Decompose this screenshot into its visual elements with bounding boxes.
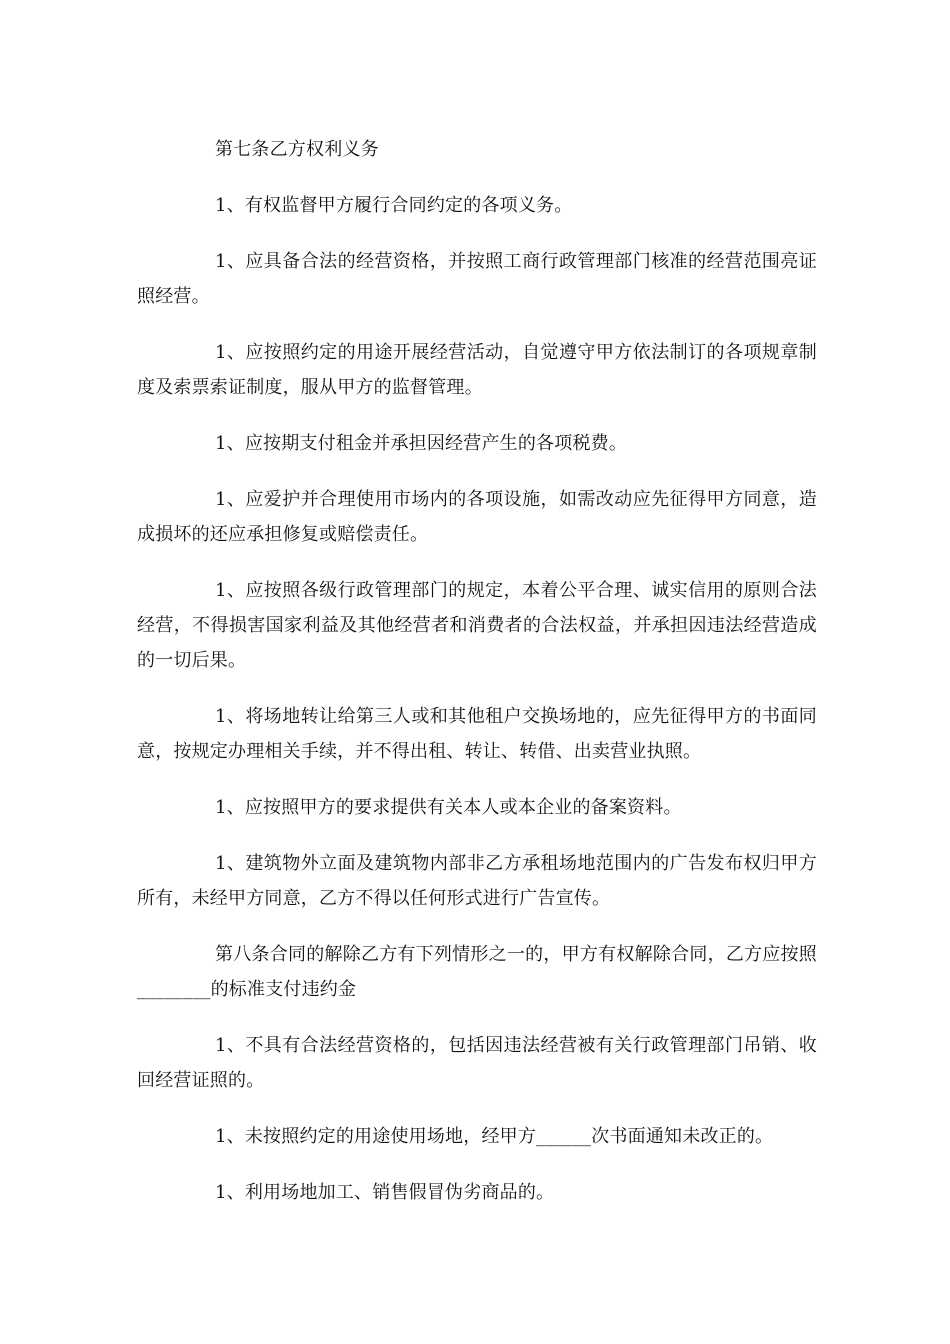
clause-paragraph: 1、应按照约定的用途开展经营活动，自觉遵守甲方依法制订的各项规章制度及索票索证制度，服从甲方的监督管理。 bbox=[137, 342, 817, 398]
clause-paragraph: 1、应爱护并合理使用市场内的各项设施，如需改动应先征得甲方同意，造成损坏的还应承担修复或赔偿责任。 bbox=[137, 489, 817, 545]
clause-paragraph: 1、应按期支付租金并承担因经营产生的各项税费。 bbox=[215, 433, 628, 454]
clause-paragraph: 1、将场地转让给第三人或和其他租户交换场地的，应先征得甲方的书面同意，按规定办理相关手续，并不得出租、转让、转借、出卖营业执照。 bbox=[137, 706, 817, 762]
clause-paragraph: 1、未按照约定的用途使用场地，经甲方______次书面通知未改正的。 bbox=[215, 1126, 774, 1147]
article-8-heading: 第八条合同的解除乙方有下列情形之一的，甲方有权解除合同，乙方应按照________的标准支付违约金 bbox=[137, 944, 817, 1000]
clause-paragraph: 1、不具有合法经营资格的，包括因违法经营被有关行政管理部门吊销、收回经营证照的。 bbox=[137, 1035, 817, 1091]
clause-paragraph: 1、利用场地加工、销售假冒伪劣商品的。 bbox=[215, 1182, 555, 1203]
clause-paragraph: 1、应具备合法的经营资格，并按照工商行政管理部门核准的经营范围亮证照经营。 bbox=[137, 251, 817, 307]
article-7-heading: 第七条乙方权利义务 bbox=[215, 139, 379, 160]
document-body bbox=[137, 132, 817, 1231]
clause-paragraph: 1、建筑物外立面及建筑物内部非乙方承租场地范围内的广告发布权归甲方所有，未经甲方同意，乙方不得以任何形式进行广告宣传。 bbox=[137, 853, 817, 909]
clause-paragraph: 1、有权监督甲方履行合同约定的各项义务。 bbox=[215, 195, 573, 216]
clause-paragraph: 1、应按照各级行政管理部门的规定，本着公平合理、诚实信用的原则合法经营，不得损害国家利益及其他经营者和消费者的合法权益，并承担因违法经营造成的一切后果。 bbox=[137, 580, 817, 671]
clause-paragraph: 1、应按照甲方的要求提供有关本人或本企业的备案资料。 bbox=[215, 797, 682, 818]
